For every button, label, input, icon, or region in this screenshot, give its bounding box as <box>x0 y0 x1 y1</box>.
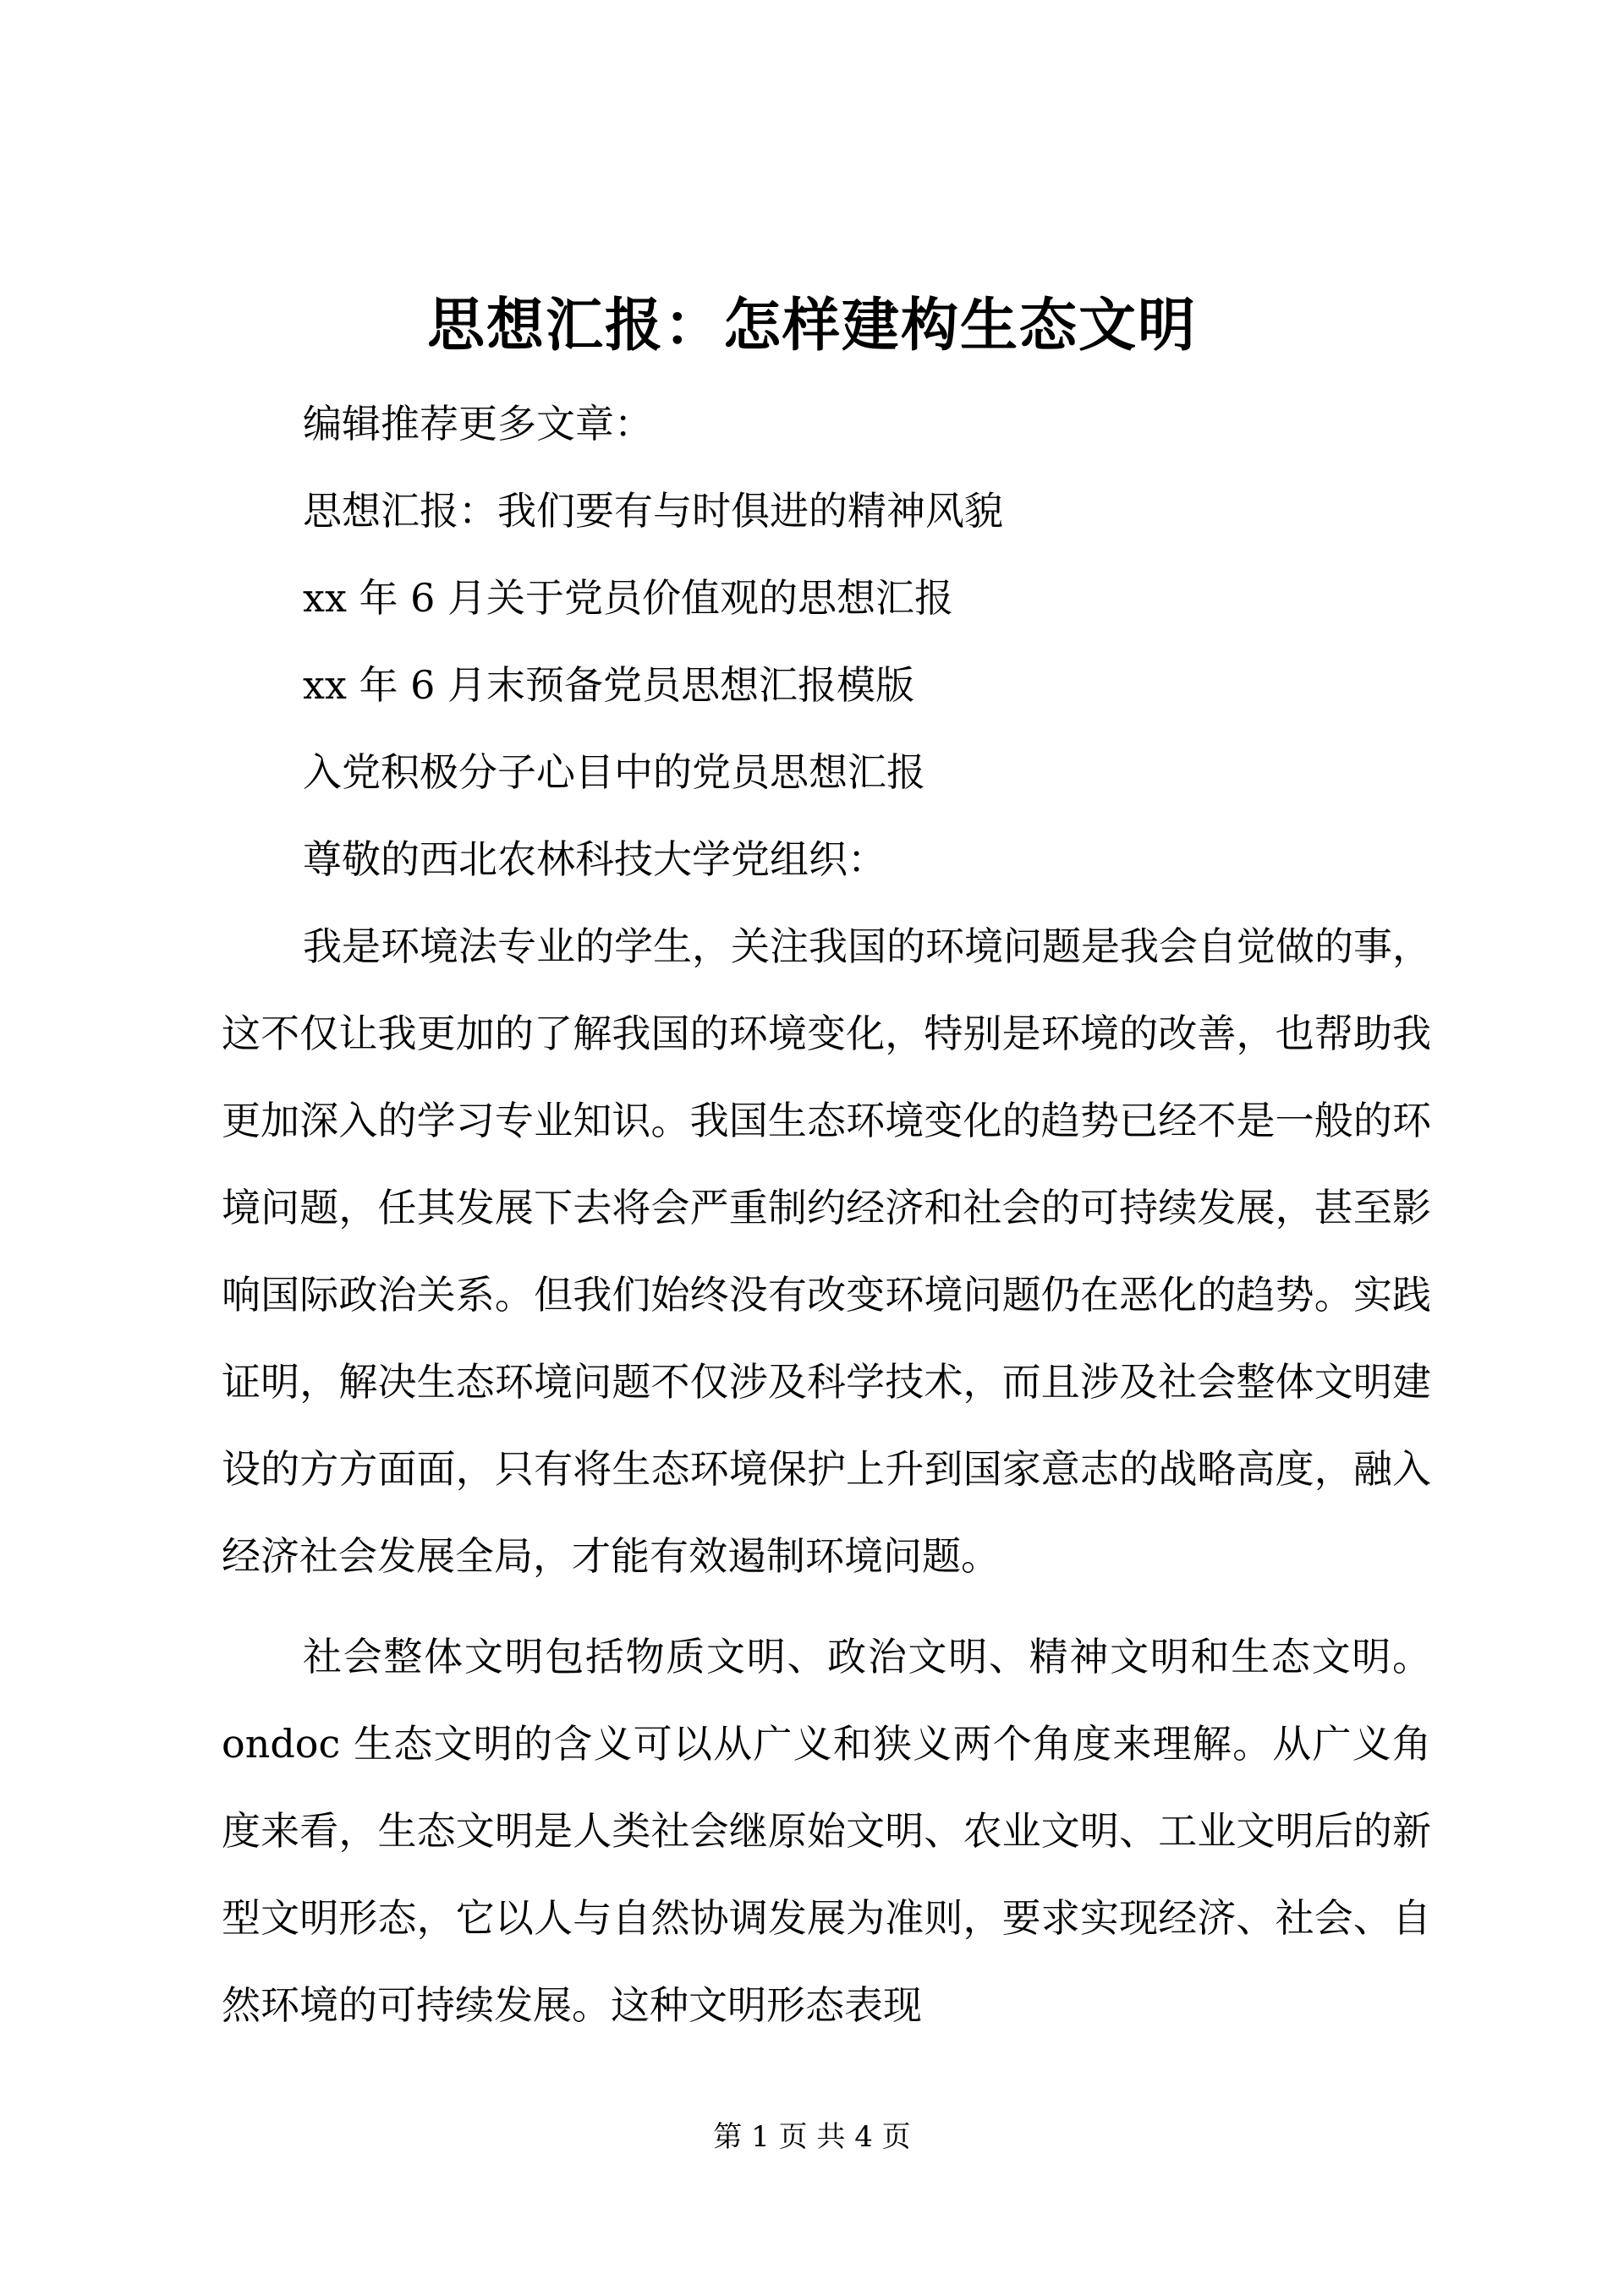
page-footer: 第 1 页 共 4 页 <box>713 2120 911 2154</box>
document-title: 思想汇报：怎样建构生态文明 <box>426 292 1197 359</box>
body-paragraph-2: 社会整体文明包括物质文明、政治文明、精神文明和生态文明。ondoc 生态文明的含义可以从广义和狭义两个角度来理解。从广义角度来看，生态文明是人类社会继原始文明、农业文明、工业文明后的新型文明形态，它以人与自然协调发展为准则，要求实现经济、社会、自然环境的可持续发展。这种文明形态表现 <box>222 1634 1431 2028</box>
body-paragraph-1: 我是环境法专业的学生，关注我国的环境问题是我会自觉做的事，这不仅让我更加的了解我国的环境变化，特别是环境的改善，也帮助我更加深入的学习专业知识。我国生态环境变化的趋势已经不是一般的环境问题，任其发展下去将会严重制约经济和社会的可持续发展，甚至影响国际政治关系。但我们始终没有改变环境问题仍在恶化的趋势。实践证明，解决生态环境问题不仅涉及科学技术，而且涉及社会整体文明建设的方方面面，只有将生态环境保护上升到国家意志的战略高度，融入经济社会发展全局，才能有效遏制环境问题。 <box>222 923 1431 1579</box>
recommended-article-3: xx 年 6 月末预备党员思想汇报模版 <box>303 662 915 708</box>
recommended-article-2: xx 年 6 月关于党员价值观的思想汇报 <box>303 575 954 621</box>
recommend-heading: 编辑推荐更多文章： <box>303 401 653 447</box>
document-body <box>222 381 1431 2049</box>
recommended-article-4: 入党积极分子心目中的党员思想汇报 <box>303 749 925 795</box>
salutation: 尊敬的西北农林科技大学党组织： <box>303 836 886 882</box>
recommended-article-1: 思想汇报：我们要有与时俱进的精神风貌 <box>303 488 1003 534</box>
